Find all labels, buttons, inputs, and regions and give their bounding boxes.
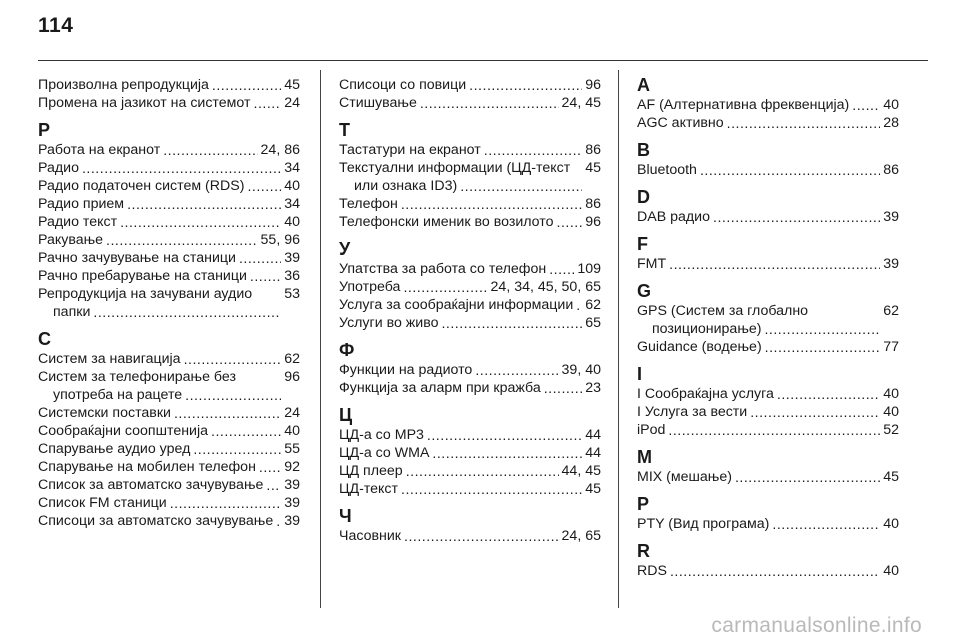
index-entry[interactable] — [38, 195, 300, 213]
index-entry[interactable] — [637, 468, 899, 486]
dot-leader — [193, 441, 281, 458]
index-entry-text: Сообраќајни соопштенија — [38, 423, 209, 439]
index-entry[interactable] — [339, 527, 601, 545]
index-entry-text: AF (Алтернативна фреквенција) — [637, 97, 850, 113]
index-entry-pages: 40 — [883, 516, 899, 532]
index-entry-pages: 24 — [284, 95, 300, 111]
index-entry-pages: 39 — [284, 477, 300, 493]
dot-leader — [247, 178, 281, 195]
index-entry-text: Рачно пребарување на станици — [38, 268, 247, 284]
index-entry-text: DAB радио — [637, 209, 710, 225]
index-entry-pages: 28 — [883, 115, 899, 131]
dot-leader — [750, 404, 880, 421]
dot-leader — [401, 196, 582, 213]
index-entry[interactable] — [637, 385, 899, 403]
dot-leader — [670, 563, 880, 580]
index-entry[interactable] — [38, 159, 300, 177]
dot-leader — [82, 160, 281, 177]
dot-leader — [432, 445, 582, 462]
index-group — [339, 406, 601, 498]
index-entry-text: Функции на радиото — [339, 362, 473, 378]
index-entry-text: ЦД плеер — [339, 463, 403, 479]
dot-leader — [765, 339, 881, 356]
index-entry[interactable] — [38, 285, 300, 321]
index-entry-text: Работа на екранот — [38, 142, 161, 158]
dot-leader — [669, 256, 880, 273]
dot-leader — [211, 423, 281, 440]
index-entry[interactable] — [38, 231, 300, 249]
dot-leader — [259, 459, 281, 476]
index-entry[interactable] — [339, 480, 601, 498]
index-entry-pages: 24, 65 — [561, 528, 601, 544]
index-entry[interactable] — [38, 249, 300, 267]
dot-leader — [777, 386, 880, 403]
index-entry-pages: 53 — [284, 286, 300, 302]
index-entry[interactable] — [637, 562, 899, 580]
index-entry-text: Радио прием — [38, 196, 125, 212]
index-entry-text: Стишување — [339, 95, 417, 111]
index-entry-pages: 40 — [284, 214, 300, 230]
index-entry-pages: 86 — [585, 196, 601, 212]
index-letter-heading: F — [637, 234, 648, 254]
index-letter-heading: G — [637, 281, 652, 301]
index-entry-pages: 55, 96 — [260, 232, 300, 248]
dot-leader — [420, 95, 559, 112]
index-entry-text: Репродукција на зачувани аудио папки — [38, 286, 253, 320]
index-group — [637, 282, 899, 356]
index-entry[interactable] — [38, 76, 300, 94]
index-letter-heading: Ф — [339, 340, 355, 360]
index-entry-pages: 86 — [585, 142, 601, 158]
index-entry-text: GPS (Систем за глобално позиционирање) — [637, 303, 809, 337]
index-group — [637, 76, 899, 132]
index-entry[interactable] — [339, 278, 601, 296]
index-group — [38, 76, 300, 112]
page-number: 114 — [38, 14, 74, 37]
index-letter-heading: D — [637, 187, 650, 207]
index-entry-text: Систем за навигација — [38, 351, 181, 367]
dot-leader — [557, 214, 583, 231]
index-entry-text: Упатства за работа со телефон — [339, 261, 547, 277]
index-entry[interactable] — [339, 195, 601, 213]
dot-leader — [403, 279, 487, 296]
index-entry-pages: 96 — [585, 77, 601, 93]
index-entry-text: Телефон — [339, 196, 398, 212]
dot-leader — [106, 232, 258, 249]
index-entry-pages: 39 — [883, 256, 899, 272]
index-entry-text: Систем за телефонирање без употреба на рацете — [38, 369, 236, 403]
index-entry[interactable] — [38, 213, 300, 231]
index-group — [637, 448, 899, 486]
index-entry[interactable] — [637, 114, 899, 132]
index-entry-text: Рачно зачувување на станици — [38, 250, 236, 266]
index-entry-pages: 55 — [284, 441, 300, 457]
index-entry-text: Радио текст — [38, 214, 118, 230]
dot-leader — [404, 528, 559, 545]
dot-leader — [127, 196, 281, 213]
dot-leader — [772, 516, 880, 533]
index-entry-text: Спарување аудио уред — [38, 441, 191, 457]
index-entry-pages: 45 — [883, 469, 899, 485]
header-rule — [38, 60, 928, 61]
index-entry[interactable] — [339, 361, 601, 379]
index-entry[interactable] — [339, 314, 601, 332]
index-entry-text: ЦД-текст — [339, 481, 399, 497]
index-entry-pages: 40 — [883, 386, 899, 402]
index-entry[interactable] — [339, 159, 601, 195]
index-entry-pages: 40 — [883, 404, 899, 420]
index-entry-text: Bluetooth — [637, 162, 697, 178]
index-entry-text: PTY (Вид програма) — [637, 516, 770, 532]
dot-leader — [184, 351, 282, 368]
index-letter-heading: Т — [339, 120, 350, 140]
index-entry-pages: 39, 40 — [561, 362, 601, 378]
index-entry-pages: 62 — [585, 297, 601, 313]
index-entry[interactable] — [38, 512, 300, 530]
index-group — [339, 341, 601, 397]
index-entry-pages: 34 — [284, 196, 300, 212]
dot-leader — [266, 477, 281, 494]
index-letter-heading: B — [637, 140, 650, 160]
dot-leader — [170, 495, 282, 512]
dot-leader — [469, 77, 582, 94]
index-entry-text: Списоци со повици — [339, 77, 467, 93]
index-entry[interactable] — [38, 440, 300, 458]
index-entry[interactable] — [339, 379, 601, 397]
index-entry[interactable] — [38, 267, 300, 285]
index-entry-text: ЦД-а со WMA — [339, 445, 430, 461]
index-entry[interactable] — [637, 208, 899, 226]
index-entry[interactable] — [38, 476, 300, 494]
dot-leader — [549, 261, 574, 278]
index-entry[interactable] — [339, 462, 601, 480]
dot-leader — [576, 297, 582, 314]
dot-leader — [93, 304, 281, 321]
index-entry-pages: 23 — [585, 380, 601, 396]
index-entry-text: Текстуални информации (ЦД-текст или ознака ID3) — [339, 160, 571, 194]
index-entry-text: Произволна репродукција — [38, 77, 209, 93]
index-letter-heading: M — [637, 447, 652, 467]
index-entry-text: MIX (мешање) — [637, 469, 732, 485]
dot-leader — [852, 97, 880, 114]
index-entry-text: Список за автоматско зачувување — [38, 477, 264, 493]
dot-leader — [460, 178, 582, 195]
index-entry-pages: 62 — [284, 351, 300, 367]
index-entry-text: FMT — [637, 256, 667, 272]
index-letter-heading: Ч — [339, 506, 352, 526]
index-letter-heading: R — [637, 541, 650, 561]
index-group — [637, 542, 899, 580]
index-entry[interactable] — [38, 494, 300, 512]
index-column-1 — [38, 76, 300, 530]
index-entry-text: Радио податочен систем (RDS) — [38, 178, 245, 194]
index-entry-pages: 39 — [284, 250, 300, 266]
index-entry[interactable] — [637, 515, 899, 533]
index-group — [637, 235, 899, 273]
dot-leader — [475, 362, 558, 379]
dot-leader — [713, 209, 880, 226]
index-entry-pages: 39 — [284, 513, 300, 529]
index-entry[interactable] — [38, 141, 300, 159]
index-entry[interactable] — [38, 404, 300, 422]
index-entry-text: Списоци за автоматско зачувување — [38, 513, 274, 529]
index-letter-heading: У — [339, 239, 351, 259]
index-letter-heading: I — [637, 364, 643, 384]
index-entry-text: Список FM станици — [38, 495, 167, 511]
index-entry-text: Употреба — [339, 279, 401, 295]
index-entry-pages: 34 — [284, 160, 300, 176]
index-entry[interactable] — [339, 260, 601, 278]
index-entry-text: Guidance (водење) — [637, 339, 762, 355]
index-group — [637, 141, 899, 179]
index-entry[interactable] — [339, 213, 601, 231]
index-entry[interactable] — [637, 96, 899, 114]
index-entry[interactable] — [339, 76, 601, 94]
index-entry[interactable] — [38, 177, 300, 195]
index-entry-pages: 77 — [883, 339, 899, 355]
index-entry-text: Функција за аларм при кражба — [339, 380, 541, 396]
dot-leader — [544, 380, 583, 397]
index-entry-text: RDS — [637, 563, 667, 579]
index-entry[interactable] — [38, 422, 300, 440]
dot-leader — [727, 115, 881, 132]
dot-leader — [668, 422, 880, 439]
index-entry[interactable] — [38, 458, 300, 476]
index-entry-text: Спарување на мобилен телефон — [38, 459, 256, 475]
dot-leader — [185, 387, 281, 404]
index-group — [637, 365, 899, 439]
dot-leader — [239, 250, 281, 267]
index-group — [38, 330, 300, 530]
index-entry-pages: 36 — [284, 268, 300, 284]
index-group — [339, 76, 601, 112]
index-entry[interactable] — [637, 338, 899, 356]
index-entry[interactable] — [339, 426, 601, 444]
index-entry-pages: 24, 34, 45, 50, 65 — [490, 279, 601, 295]
dot-leader — [764, 321, 880, 338]
index-entry-pages: 40 — [284, 423, 300, 439]
watermark: carmanualsonline.info — [711, 614, 922, 637]
dot-leader — [163, 142, 257, 159]
index-entry-text: AGC активно — [637, 115, 724, 131]
dot-leader — [427, 427, 582, 444]
index-group — [339, 240, 601, 332]
index-entry-pages: 40 — [284, 178, 300, 194]
index-entry-pages: 52 — [883, 422, 899, 438]
index-group — [38, 121, 300, 321]
index-letter-heading: С — [38, 329, 51, 349]
index-entry-text: Ракување — [38, 232, 104, 248]
index-entry[interactable] — [38, 94, 300, 112]
index-entry-pages: 24, 45 — [561, 95, 601, 111]
index-letter-heading: Ц — [339, 405, 353, 425]
dot-leader — [401, 481, 582, 498]
index-letter-heading: A — [637, 75, 650, 95]
index-entry[interactable] — [637, 255, 899, 273]
index-entry[interactable] — [637, 421, 899, 439]
index-entry-pages: 92 — [284, 459, 300, 475]
dot-leader — [441, 315, 582, 332]
index-entry-pages: 45 — [585, 481, 601, 497]
index-entry[interactable] — [339, 141, 601, 159]
index-entry-pages: 96 — [585, 214, 601, 230]
index-entry-pages: 44, 45 — [561, 463, 601, 479]
index-letter-heading: P — [637, 494, 650, 514]
index-entry-pages: 44 — [585, 427, 601, 443]
index-entry-text: Телефонски именик во возилото — [339, 214, 554, 230]
index-entry-text: Услуги во живо — [339, 315, 439, 331]
index-entry-pages: 62 — [883, 303, 899, 319]
index-entry-text: Промена на јазикот на системот — [38, 95, 251, 111]
index-entry-text: Тастатури на екранот — [339, 142, 481, 158]
index-group — [637, 495, 899, 533]
index-entry-text: I Услуга за вести — [637, 404, 748, 420]
index-entry-pages: 40 — [883, 97, 899, 113]
index-entry-pages: 96 — [284, 369, 300, 385]
dot-leader — [174, 405, 281, 422]
index-entry[interactable] — [637, 403, 899, 421]
index-entry-pages: 65 — [585, 315, 601, 331]
index-entry-pages: 109 — [577, 261, 601, 277]
index-column-2 — [339, 76, 601, 545]
index-entry[interactable] — [637, 302, 899, 338]
dot-leader — [254, 95, 282, 112]
index-entry[interactable] — [38, 368, 300, 404]
index-entry[interactable] — [339, 296, 601, 314]
index-entry-pages: 40 — [883, 563, 899, 579]
index-group — [339, 121, 601, 231]
index-group — [637, 188, 899, 226]
index-entry-text: Системски поставки — [38, 405, 171, 421]
index-entry-pages: 39 — [883, 209, 899, 225]
dot-leader — [250, 268, 281, 285]
column-divider — [618, 70, 619, 608]
index-entry-pages: 24, 86 — [260, 142, 300, 158]
index-column-3 — [637, 76, 899, 580]
index-entry[interactable] — [38, 350, 300, 368]
index-entry-pages: 44 — [585, 445, 601, 461]
index-entry[interactable] — [339, 444, 601, 462]
index-entry-text: ЦД-а со MP3 — [339, 427, 424, 443]
index-entry-text: Радио — [38, 160, 79, 176]
dot-leader — [484, 142, 582, 159]
dot-leader — [406, 463, 559, 480]
index-entry-text: Часовник — [339, 528, 401, 544]
index-entry-pages: 45 — [284, 77, 300, 93]
dot-leader — [120, 214, 281, 231]
index-entry-pages: 86 — [883, 162, 899, 178]
dot-leader — [735, 469, 880, 486]
dot-leader — [212, 77, 281, 94]
index-group — [339, 507, 601, 545]
index-entry-text: iPod — [637, 422, 666, 438]
index-entry-pages: 24 — [284, 405, 300, 421]
dot-leader — [700, 162, 880, 179]
index-entry-text: I Сообраќајна услуга — [637, 386, 774, 402]
index-entry[interactable] — [637, 161, 899, 179]
index-entry-text: Услуга за сообраќајни информации — [339, 297, 574, 313]
dot-leader — [276, 513, 281, 530]
index-entry-pages: 45 — [585, 160, 601, 176]
index-entry[interactable] — [339, 94, 601, 112]
index-letter-heading: Р — [38, 120, 51, 140]
column-divider — [320, 70, 321, 608]
index-entry-pages: 39 — [284, 495, 300, 511]
